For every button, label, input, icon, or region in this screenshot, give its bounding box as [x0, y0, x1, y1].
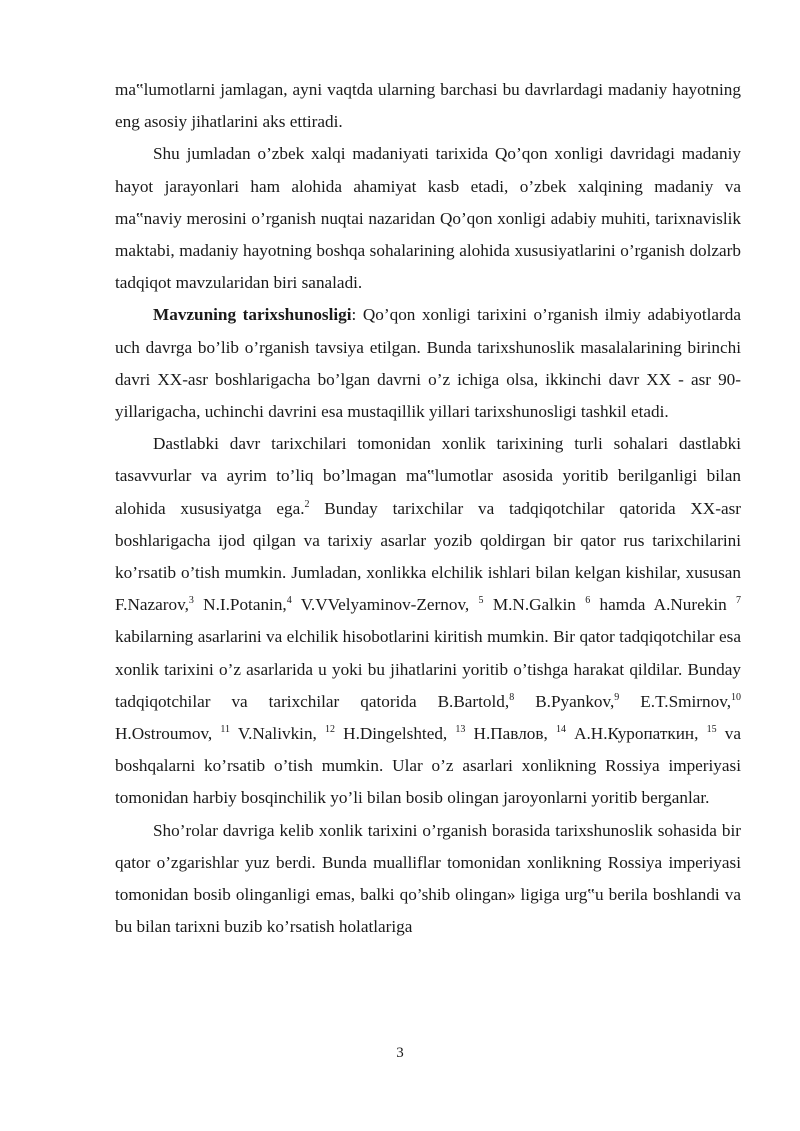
- footnote-ref: 11: [220, 724, 231, 736]
- footnote-ref: 4: [286, 595, 292, 607]
- section-heading-inline: Mavzuning tarixshunosligi: [153, 305, 352, 325]
- paragraph-4: [115, 428, 741, 814]
- paragraph-3: [115, 299, 741, 428]
- footnote-ref: 3: [188, 595, 194, 607]
- paragraph-2: Shu jumladan o’zbek xalqi madaniyati tarixida Qo’qon xonligi davridagi madaniy hayot jarayonlari ham alohida ahamiyat kasb etadi, o’zbek xalqining madaniy va ma‟naviy merosini o’rganish nuqtai nazaridan Qo’qon xonligi adabiy muhiti, tarixnavislik maktabi, madaniy hayotning boshqa sohalarining alohida xususiyatlarini o’rganish dolzarb tadqiqot mavzularidan biri sanaladi.: [115, 144, 741, 293]
- paragraph-4-segment: B.Pyankov,: [514, 691, 615, 711]
- footnote-ref: 15: [706, 724, 717, 736]
- footnote-ref: 13: [455, 724, 466, 736]
- footnote-ref: 12: [325, 724, 335, 736]
- paragraph-3-text: : Qo’qon xonligi tarixini o’rganish ilmiy adabiyotlarda uch davrga bo’lib o’rganish tavsiya etilgan. Bunda tarixshunoslik masalalarining birinchi davri XX-asr boshlarigacha bo’lgan davrni o’z ichiga olsa, ikkinchi davr XX - asr 90-yillarigacha, uchinchi davrini esa mustaqillik yillari tarixshunosligi tashkil etadi.: [115, 305, 742, 422]
- paragraph-4-segment: Н.Павлов,: [465, 724, 556, 744]
- footnote-ref: 9: [614, 691, 620, 703]
- paragraph-4-segment: V.Nalivkin,: [230, 724, 325, 744]
- footnote-ref: 6: [585, 595, 591, 607]
- body-text: [115, 74, 741, 943]
- paragraph-4-segment: M.N.Galkin: [483, 595, 586, 615]
- footnote-ref: 10: [731, 691, 741, 703]
- paragraph-4-segment: kabilarning asarlarini va elchilik hisobotlarini kiritish mumkin. Bir qator tadqiqotchilar esa xonlik tarixini o’z asarlarida u yoki bu jihatlarini yoritib o’tishga harakat qildilar. Bunday tadqiqotchilar va tarixchilar qatorida B.Bartold,: [115, 627, 741, 711]
- paragraph-4-segment: H.Ostroumov,: [115, 724, 221, 744]
- paragraph-4-segment: E.T.Smirnov,: [619, 691, 731, 711]
- paragraph-4-segment: Bunday tarixchilar va tadqiqotchilar qatorida XX-asr boshlarigacha ijod qilgan va tarixiy asarlar yozib qoldirgan bir qator rus tarixchilarini ko’rsatib o’tish mumkin. Jumladan, xonlikka elchilik ishlari bilan kelgan kishilar, xususan F.Nazarov,: [115, 498, 741, 615]
- footnote-ref: 7: [736, 595, 742, 607]
- footnote-ref: 2: [304, 498, 310, 510]
- paragraph-4-segment: Dastlabki davr tarixchilari tomonidan xonlik tarixining turli sohalari dastlabki tasavvurlar va ayrim to’liq bo’lmagan ma‟lumotlar asosida yoritib berilganligi bilan alohida xususiyatga ega.: [115, 434, 741, 518]
- paragraph-1: ma‟lumotlarni jamlagan, ayni vaqtda ularning barchasi bu davrlardagi madaniy hayotning eng asosiy jihatlarini aks ettiradi.: [115, 80, 741, 132]
- page-number: 3: [396, 1045, 404, 1061]
- paragraph-4-segment: N.I.Potanin,: [193, 595, 287, 615]
- paragraph-4-segment: hamda A.Nurekin: [590, 595, 737, 615]
- paragraph-4-segment: H.Dingelshted,: [335, 724, 456, 744]
- paragraph-4-segment: V.VVelyaminov-Zernov,: [291, 595, 479, 615]
- paragraph-4-segment: А.Н.Куропаткин,: [565, 724, 707, 744]
- paragraph-5: Sho’rolar davriga kelib xonlik tarixini o’rganish borasida tarixshunoslik sohasida bir qator o’zgarishlar yuz berdi. Bunda mualliflar tomonidan xonlikning Rossiya imperiyasi tomonidan bosib olinganligi emas, balki qo’shib olingan» ligiga urg‟u berila boshlandi va bu bilan tarixni buzib ko’rsatish holatlariga: [115, 820, 741, 937]
- footnote-ref: 14: [555, 724, 566, 736]
- footnote-ref: 5: [478, 595, 484, 607]
- paragraph-4-segment: va boshqalarni ko’rsatib o’tish mumkin. Ular o’z asarlari xonlikning Rossiya imperiyasi tomonidan harbiy bosqinchilik yo’li bilan bosib olingan jaroyonlarni yoritib berganlar.: [115, 724, 741, 808]
- footnote-ref: 8: [509, 691, 515, 703]
